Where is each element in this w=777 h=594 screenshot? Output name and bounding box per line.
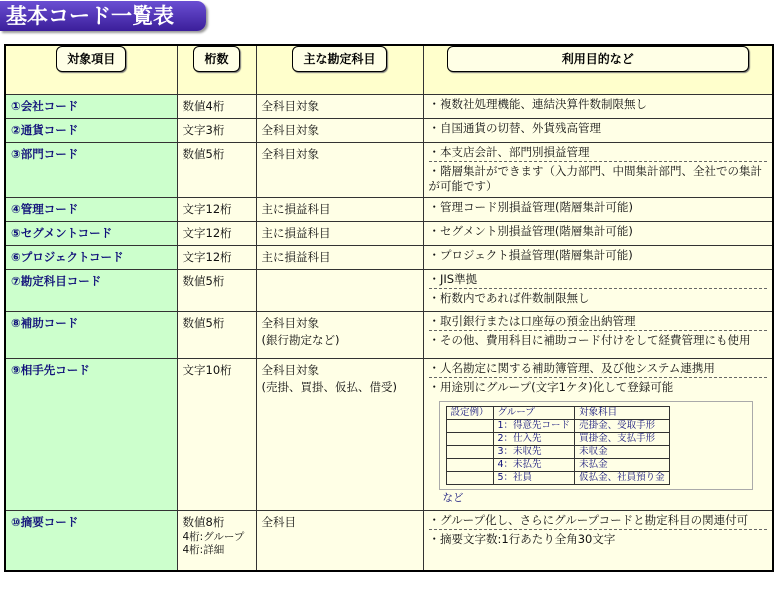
account-cell: [256, 143, 423, 198]
account-value: 全科目対象: [261, 316, 319, 330]
digits-value: 数値5桁: [182, 274, 225, 288]
item-cell: [5, 95, 177, 119]
example-row: [446, 433, 669, 446]
item-cell: [5, 359, 177, 511]
digits-value: 数値5桁: [182, 147, 225, 161]
account-value: 全科目対象: [261, 363, 319, 377]
digits-cell: [177, 143, 256, 198]
digits-value: 4桁:グループ: [182, 531, 245, 543]
account-cell: [256, 222, 423, 246]
account-cell: [256, 198, 423, 222]
table-row: [5, 312, 773, 359]
digits-cell: [177, 511, 256, 571]
purpose-text: ・グループ化し、さらにグループコードと勘定科目の関連付可: [428, 513, 749, 527]
digits-cell: [177, 359, 256, 511]
item-label: ⑩摘要コード: [11, 515, 79, 529]
digits-value: 数値4桁: [182, 99, 225, 113]
example-group: 2：仕入先: [493, 433, 575, 446]
digits-value: 数値5桁: [182, 316, 225, 330]
purpose-text: ・階層集計ができます（入力部門、中間集計部門、全社での集計が可能です）: [428, 164, 762, 193]
digits-value: 文字12桁: [182, 250, 232, 264]
example-table: [446, 406, 670, 485]
page-title: 基本コード一覧表: [0, 1, 206, 31]
purpose-divider: [429, 529, 768, 530]
purpose-text: ・本支店会計、部門別損益管理: [428, 145, 590, 159]
table-row: [5, 119, 773, 143]
item-label: ⑨相手先コード: [11, 363, 90, 377]
item-cell: [5, 312, 177, 359]
example-header-row: [446, 407, 669, 420]
item-label: ①会社コード: [11, 99, 79, 113]
account-cell: [256, 95, 423, 119]
account-cell: [256, 246, 423, 270]
account-value: (売掛、買掛、仮払、借受): [261, 380, 397, 394]
purpose-text: ・用途別にグループ(文字1ケタ)化して登録可能: [428, 380, 674, 394]
table-row: [5, 95, 773, 119]
digits-value: 文字10桁: [182, 363, 232, 377]
example-spacer: [446, 446, 493, 459]
item-label: ⑦勘定科目コード: [11, 274, 102, 288]
purpose-cell: [423, 312, 773, 359]
purpose-text: ・管理コード別損益管理(階層集計可能): [428, 200, 633, 214]
item-label: ④管理コード: [11, 202, 79, 216]
example-spacer: [446, 459, 493, 472]
purpose-cell: [423, 198, 773, 222]
account-cell: [256, 511, 423, 571]
purpose-cell: [423, 270, 773, 312]
account-value: 主に損益科目: [261, 250, 331, 264]
table-row: [5, 198, 773, 222]
account-value: 主に損益科目: [261, 226, 331, 240]
item-label: ③部門コード: [11, 147, 79, 161]
purpose-text: ・複数社処理機能、連結決算件数制限無し: [428, 97, 647, 111]
purpose-cell: [423, 119, 773, 143]
purpose-divider: [429, 288, 768, 289]
digits-value: 4桁:詳細: [182, 544, 225, 556]
digits-value: 文字12桁: [182, 202, 232, 216]
account-value: 主に損益科目: [261, 202, 331, 216]
example-target-header: 対象科目: [575, 407, 670, 420]
account-cell: [256, 359, 423, 511]
item-label: ⑤セグメントコード: [11, 226, 113, 240]
item-cell: [5, 198, 177, 222]
purpose-text: ・自国通貨の切替、外貨残高管理: [428, 121, 601, 135]
item-cell: [5, 246, 177, 270]
purpose-text: ・摘要文字数:1行あたり全角30文字: [428, 532, 616, 546]
example-spacer: [446, 420, 493, 433]
digits-cell: [177, 198, 256, 222]
purpose-cell: [423, 222, 773, 246]
digits-cell: [177, 246, 256, 270]
purpose-cell: [423, 246, 773, 270]
purpose-text: ・セグメント別損益管理(階層集計可能): [428, 224, 633, 238]
account-value: 全科目対象: [261, 123, 319, 137]
example-target: 仮払金、社員預り金: [575, 472, 670, 485]
account-cell: [256, 270, 423, 312]
example-group: 5：社員: [493, 472, 575, 485]
account-value: 全科目対象: [261, 147, 319, 161]
header-row: [5, 45, 773, 95]
account-cell: [256, 119, 423, 143]
item-cell: [5, 222, 177, 246]
example-group-header: グループ: [493, 407, 575, 420]
purpose-text: ・人名勘定に関する補助簿管理、及び他システム連携用: [428, 361, 715, 375]
example-spacer: [446, 472, 493, 485]
purpose-text: ・JIS準拠: [428, 272, 478, 286]
table-row: [5, 359, 773, 511]
item-label: ⑥プロジェクトコード: [11, 250, 124, 264]
purpose-cell: [423, 95, 773, 119]
item-label: ⑧補助コード: [11, 316, 79, 330]
purpose-text: ・その他、費用科目に補助コード付けをして経費管理にも使用: [428, 333, 751, 347]
item-cell: [5, 143, 177, 198]
example-footer: など: [442, 492, 464, 504]
example-row: [446, 459, 669, 472]
purpose-text: ・プロジェクト損益管理(階層集計可能): [428, 248, 633, 262]
example-spacer: [446, 433, 493, 446]
purpose-divider: [429, 161, 768, 162]
digits-cell: [177, 270, 256, 312]
item-cell: [5, 270, 177, 312]
table-row: [5, 270, 773, 312]
example-row: [446, 420, 669, 433]
purpose-text: ・取引銀行または口座毎の預金出納管理: [428, 314, 636, 328]
digits-cell: [177, 222, 256, 246]
example-target: 未収金: [575, 446, 670, 459]
table-row: [5, 246, 773, 270]
example-group: 3：未収先: [493, 446, 575, 459]
digits-value: 数値8桁: [182, 515, 225, 529]
purpose-divider: [429, 377, 768, 378]
item-label: ②通貨コード: [11, 123, 79, 137]
example-group: 1：得意先コード: [493, 420, 575, 433]
table-row: [5, 222, 773, 246]
example-row: [446, 446, 669, 459]
account-value: 全科目対象: [261, 99, 319, 113]
item-cell: [5, 119, 177, 143]
table-row: [5, 143, 773, 198]
example-target: 売掛金、受取手形: [575, 420, 670, 433]
header-account: 主な勘定科目: [292, 46, 386, 72]
purpose-cell: [423, 359, 773, 511]
account-value: (銀行勘定など): [261, 333, 340, 347]
example-box: [439, 401, 753, 490]
header-purpose: 利用目的など: [447, 46, 749, 72]
digits-value: 文字12桁: [182, 226, 232, 240]
account-value: 全科目: [261, 515, 296, 529]
digits-cell: [177, 312, 256, 359]
purpose-text: ・桁数内であれば件数制限無し: [428, 291, 590, 305]
table-row: [5, 511, 773, 571]
code-table: [4, 44, 774, 572]
account-cell: [256, 312, 423, 359]
purpose-cell: [423, 511, 773, 571]
item-cell: [5, 511, 177, 571]
example-row: [446, 472, 669, 485]
purpose-divider: [429, 330, 768, 331]
example-label: 設定例）: [446, 407, 493, 420]
header-digits: 桁数: [193, 46, 239, 72]
example-target: 未払金: [575, 459, 670, 472]
example-target: 買掛金、支払手形: [575, 433, 670, 446]
purpose-cell: [423, 143, 773, 198]
header-item: 対象項目: [56, 46, 126, 72]
digits-cell: [177, 95, 256, 119]
digits-value: 文字3桁: [182, 123, 225, 137]
example-group: 4：未払先: [493, 459, 575, 472]
digits-cell: [177, 119, 256, 143]
